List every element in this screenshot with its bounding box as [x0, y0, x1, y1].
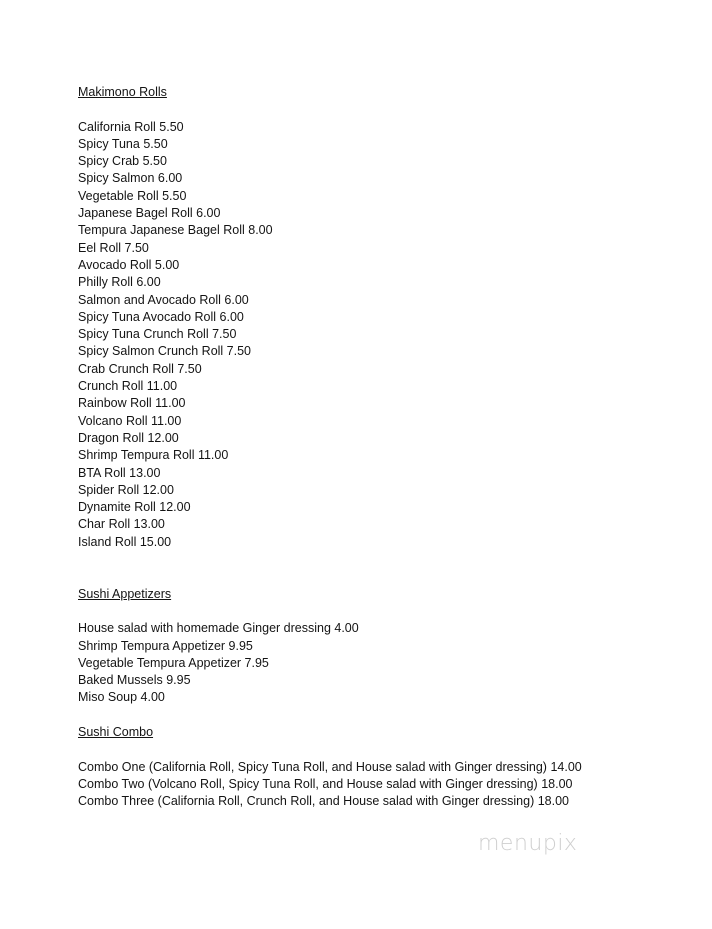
menu-item: Miso Soup 4.00	[78, 690, 165, 705]
spacer	[78, 707, 678, 724]
spacer	[78, 101, 678, 118]
spacer	[78, 551, 678, 568]
menu-item: BTA Roll 13.00	[78, 465, 161, 480]
menu-item: Spicy Crab 5.50	[78, 154, 167, 169]
menu-item: Japanese Bagel Roll 6.00	[78, 206, 221, 221]
menu-item: Crab Crunch Roll 7.50	[78, 361, 202, 376]
menu-item: Spicy Tuna Avocado Roll 6.00	[78, 309, 244, 324]
makimono-rolls-list	[78, 119, 678, 551]
section-heading-sushi-combo: Sushi Combo	[78, 724, 154, 739]
sushi-appetizers-list	[78, 620, 678, 706]
menupix-watermark: menupix	[478, 831, 578, 856]
spacer	[78, 603, 678, 620]
menu-item: Spicy Salmon 6.00	[78, 171, 183, 186]
menu-item: Baked Mussels 9.95	[78, 673, 191, 688]
menu-item: Rainbow Roll 11.00	[78, 396, 186, 411]
menu-item: Spicy Salmon Crunch Roll 7.50	[78, 344, 251, 359]
menu-item: Char Roll 13.00	[78, 517, 165, 532]
menu-document	[78, 84, 678, 810]
section-heading-sushi-appetizers: Sushi Appetizers	[78, 586, 172, 601]
menu-item: Combo Two (Volcano Roll, Spicy Tuna Roll, and House salad with Ginger dressing) 18.00	[78, 776, 573, 791]
menu-item: Vegetable Roll 5.50	[78, 188, 187, 203]
spacer	[78, 568, 678, 585]
menu-item: Combo One (California Roll, Spicy Tuna Roll, and House salad with Ginger dressing) 14.00	[78, 759, 582, 774]
menu-item: Salmon and Avocado Roll 6.00	[78, 292, 249, 307]
menu-item: Dynamite Roll 12.00	[78, 500, 191, 515]
menu-item: Avocado Roll 5.00	[78, 257, 180, 272]
menu-item: Crunch Roll 11.00	[78, 379, 178, 394]
menu-item: House salad with homemade Ginger dressing 4.00	[78, 621, 359, 636]
menu-item: Shrimp Tempura Roll 11.00	[78, 448, 229, 463]
menu-item: Combo Three (California Roll, Crunch Roll, and House salad with Ginger dressing) 18.00	[78, 794, 569, 809]
menu-item: Spicy Tuna Crunch Roll 7.50	[78, 327, 237, 342]
menu-item: Dragon Roll 12.00	[78, 430, 179, 445]
menu-item: California Roll 5.50	[78, 119, 184, 134]
menu-item: Spider Roll 12.00	[78, 482, 174, 497]
menu-item: Eel Roll 7.50	[78, 240, 149, 255]
spacer	[78, 741, 678, 758]
menu-item: Vegetable Tempura Appetizer 7.95	[78, 655, 269, 670]
menu-item: Spicy Tuna 5.50	[78, 136, 168, 151]
menu-item: Tempura Japanese Bagel Roll 8.00	[78, 223, 273, 238]
sushi-combo-list	[78, 759, 678, 811]
menu-item: Shrimp Tempura Appetizer 9.95	[78, 638, 253, 653]
menu-item: Philly Roll 6.00	[78, 275, 161, 290]
menu-item: Volcano Roll 11.00	[78, 413, 182, 428]
menu-item: Island Roll 15.00	[78, 534, 172, 549]
section-heading-makimono-rolls: Makimono Rolls	[78, 85, 167, 99]
